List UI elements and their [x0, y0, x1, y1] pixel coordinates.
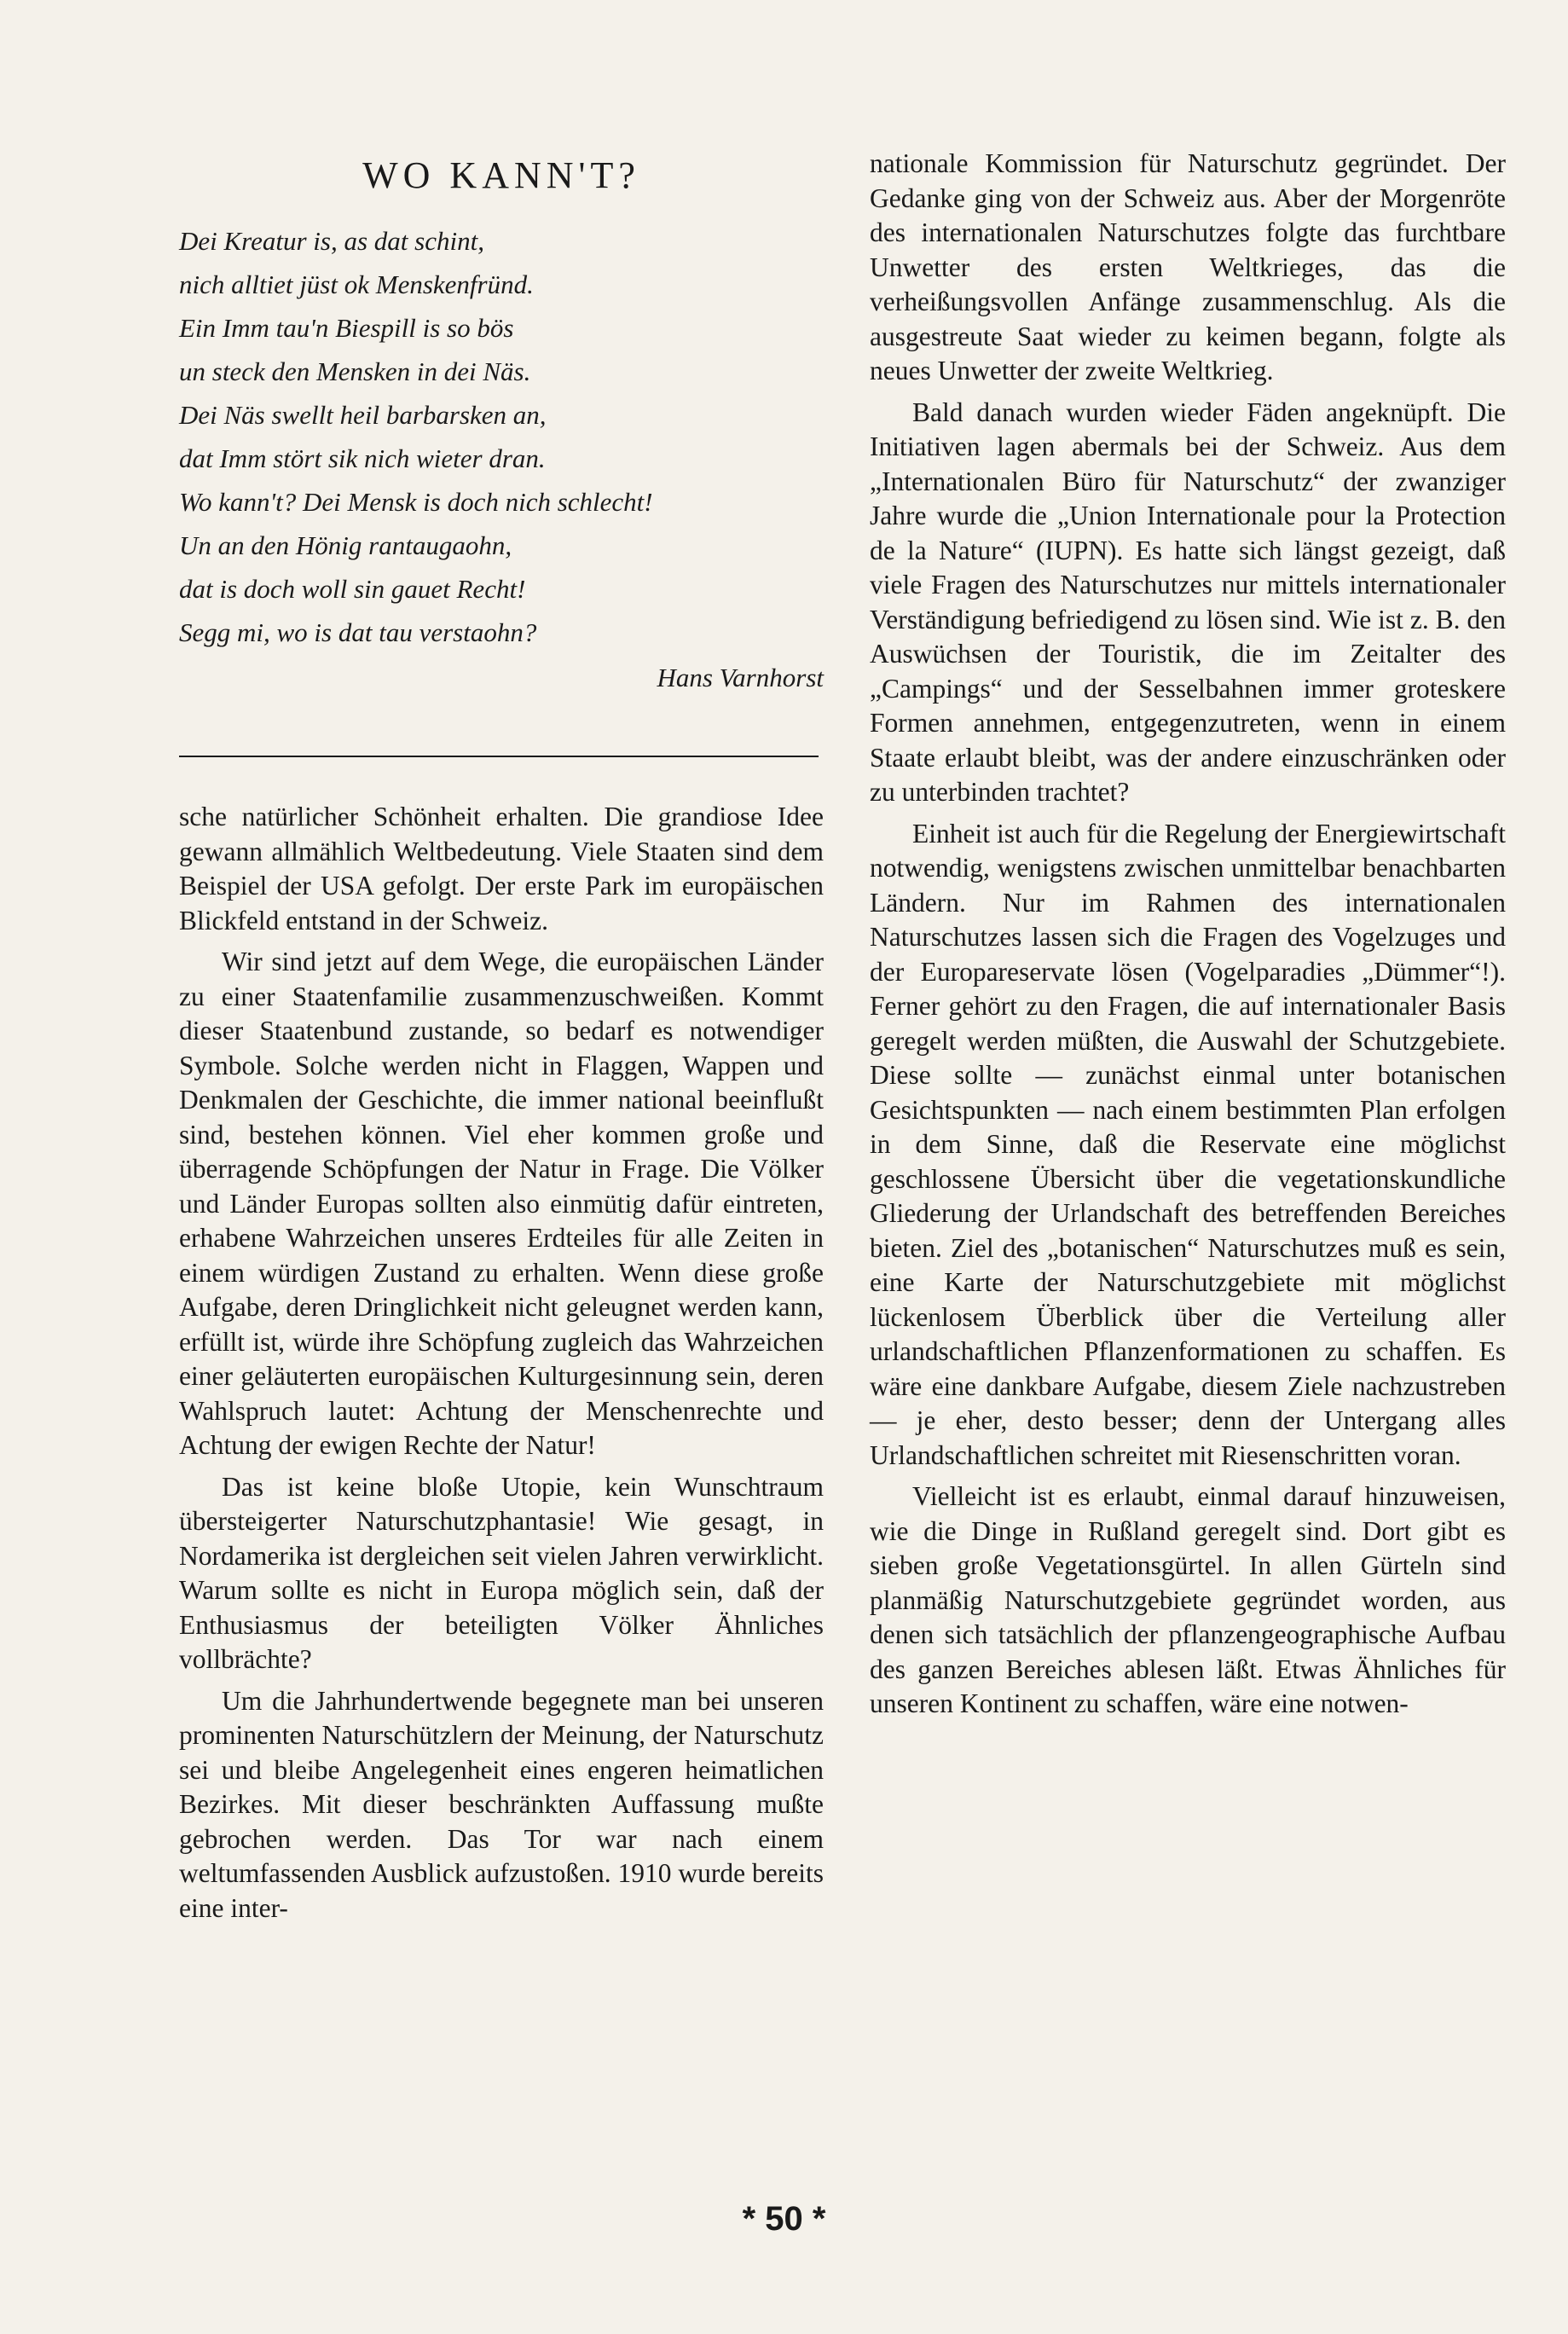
left-column — [179, 153, 824, 1932]
paragraph: Bald danach wurden wieder Fäden angeknüpft. Die Initiativen lagen abermals bei der Schweiz. Aus dem „Internationalen Büro für Naturschutz“ der zwanziger Jahre wurde die „Union Internationale pour la Protection de la Nature“ (IUPN). Es hatte sich längst gezeigt, daß viele Fragen des Naturschutzes nur mittels internationaler Verständigung befriedigend zu lösen sind. Wie ist z. B. den Auswüchsen der Touristik, die im Zeitalter des „Campings“ und der Sesselbahnen immer groteskere Formen annehmen, entgegenzutreten, wenn in einem Staate erlaubt bleibt, was der andere einzuschränken oder zu unterbinden trachtet? — [870, 397, 1506, 807]
paragraph: sche natürlicher Schönheit erhalten. Die grandiose Idee gewann allmählich Weltbedeutung. Viele Staaten sind dem Beispiel der USA gefolgt. Der erste Park im europäischen Blickfeld entstand in der Schweiz. — [179, 802, 824, 935]
paragraph: Wir sind jetzt auf dem Wege, die europäischen Länder zu einer Staatenfamilie zusammenzuschweißen. Kommt dieser Staatenbund zustande, so bedarf es notwendiger Symbole. Solche werden nicht in Flaggen, Wappen und Denkmalen der Geschichte, die immer national beeinflußt sind, bestehen können. Viel eher kommen große und überragende Schöpfungen der Natur in Frage. Die Völker und Länder Europas sollten also einmütig dafür eintreten, erhabene Wahrzeichen unseres Erdteiles für alle Zeiten in einem würdigen Zustand zu erhalten. Wenn diese große Aufgabe, deren Dringlichkeit nicht geleugnet werden kann, erfüllt ist, würde ihre Schöpfung zugleich das Wahrzeichen einer geläuterten europäischen Kulturgesinnung sein, deren Wahlspruch lautet: Achtung der Menschenrechte und Achtung der ewigen Rechte der Natur! — [179, 947, 824, 1460]
poem-line: Ein Imm tau'n Biespill is so bös — [179, 313, 514, 343]
poem-title: WO KANN'T? — [362, 154, 640, 196]
poem-line: Segg mi, wo is dat tau verstaohn? — [179, 617, 537, 647]
poem-line: dat is doch woll sin gauet Recht! — [179, 574, 526, 604]
paragraph: Das ist keine bloße Utopie, kein Wunschtraum übersteigerter Naturschutzphantasie! Wie gesagt, in Nordamerika ist dergleichen seit vielen Jahren verwirklicht. Warum sollte es nicht in Europa möglich sein, daß der Enthusiasmus der beteiligten Völker Ähnliches vollbrächte? — [179, 1471, 824, 1674]
right-prose — [870, 147, 1506, 1722]
poem-line: Dei Näs swellt heil barbarsken an, — [179, 400, 547, 430]
poem-line: dat Imm stört sik nich wieter dran. — [179, 443, 546, 473]
right-column — [870, 147, 1506, 1729]
poem-line: un steck den Mensken in dei Näs. — [179, 356, 531, 386]
paragraph: nationale Kommission für Naturschutz gegründet. Der Gedanke ging von der Schweiz aus. Aber der Morgenröte des internationalen Naturschutzes folgte das furchtbare Unwetter des ersten Weltkrieges, das die verheißungsvollen Anfänge zusammenschlug. Als die ausgestreute Saat wieder zu keimen begann, folgte als neues Unwetter der zweite Weltkrieg. — [870, 148, 1506, 385]
poem-line: Dei Kreatur is, as dat schint, — [179, 226, 484, 256]
paragraph: Vielleicht ist es erlaubt, einmal darauf hinzuweisen, wie die Dinge in Rußland geregelt sind. Dort gibt es sieben große Vegetationsgürtel. In allen Gürteln sind planmäßig Naturschutzgebiete gegründet worden, aus denen sich tatsächlich der pflanzengeographische Aufbau des ganzen Bereiches ablesen läßt. Etwas Ähnliches für unseren Kontinent zu schaffen, wäre eine notwen- — [870, 1481, 1506, 1718]
paragraph: Um die Jahrhundertwende begegnete man bei unseren prominenten Naturschützlern der Meinung, der Naturschutz sei und bleibe Angelegenheit eines engeren heimatlichen Bezirkes. Mit dieser beschränkten Auffassung mußte gebrochen werden. Das Tor war nach einem weltumfassenden Ausblick aufzustoßen. 1910 wurde bereits eine inter- — [179, 1685, 824, 1923]
poem-line: nich alltiet jüst ok Menskenfründ. — [179, 269, 534, 299]
poem-line: Un an den Hönig rantaugaohn, — [179, 530, 512, 560]
section-divider — [179, 756, 819, 757]
poem-line: Wo kann't? Dei Mensk is doch nich schlecht! — [179, 487, 653, 517]
poem — [179, 219, 824, 654]
paragraph: Einheit ist auch für die Regelung der Energiewirtschaft notwendig, wenigstens zwischen unmittelbar benachbarten Ländern. Nur im Rahmen des internationalen Naturschutzes lassen sich die Fragen des Vogelzuges und der Europareservate lösen (Vogelparadies „Dümmer“!). Ferner gehört zu den Fragen, die auf internationaler Basis geregelt werden müßten, die Auswahl der Schutzgebiete. Diese sollte — zunächst einmal unter botanischen Gesichtspunkten — nach einem bestimmten Plan erfolgen in dem Sinne, daß die Reservate eine möglichst geschlossene Übersicht über die vegetationskundliche Gliederung der Urlandschaft des betreffenden Bereiches bieten. Ziel des „botanischen“ Naturschutzes muß es sein, eine Karte der Naturschutzgebiete mit möglichst lückenlosem Überblick über die Verteilung aller urlandschaftlichen Pflanzenformationen zu schaffen. Es wäre eine dankbare Aufgabe, diesem Ziele nachzustreben — je eher, desto besser; denn der Untergang alles Urlandschaftlichen schreitet mit Riesenschritten voran. — [870, 818, 1506, 1470]
poem-author: Hans Varnhorst — [657, 663, 824, 692]
page-number: * 50 * — [742, 2200, 826, 2238]
left-prose — [179, 800, 824, 1926]
